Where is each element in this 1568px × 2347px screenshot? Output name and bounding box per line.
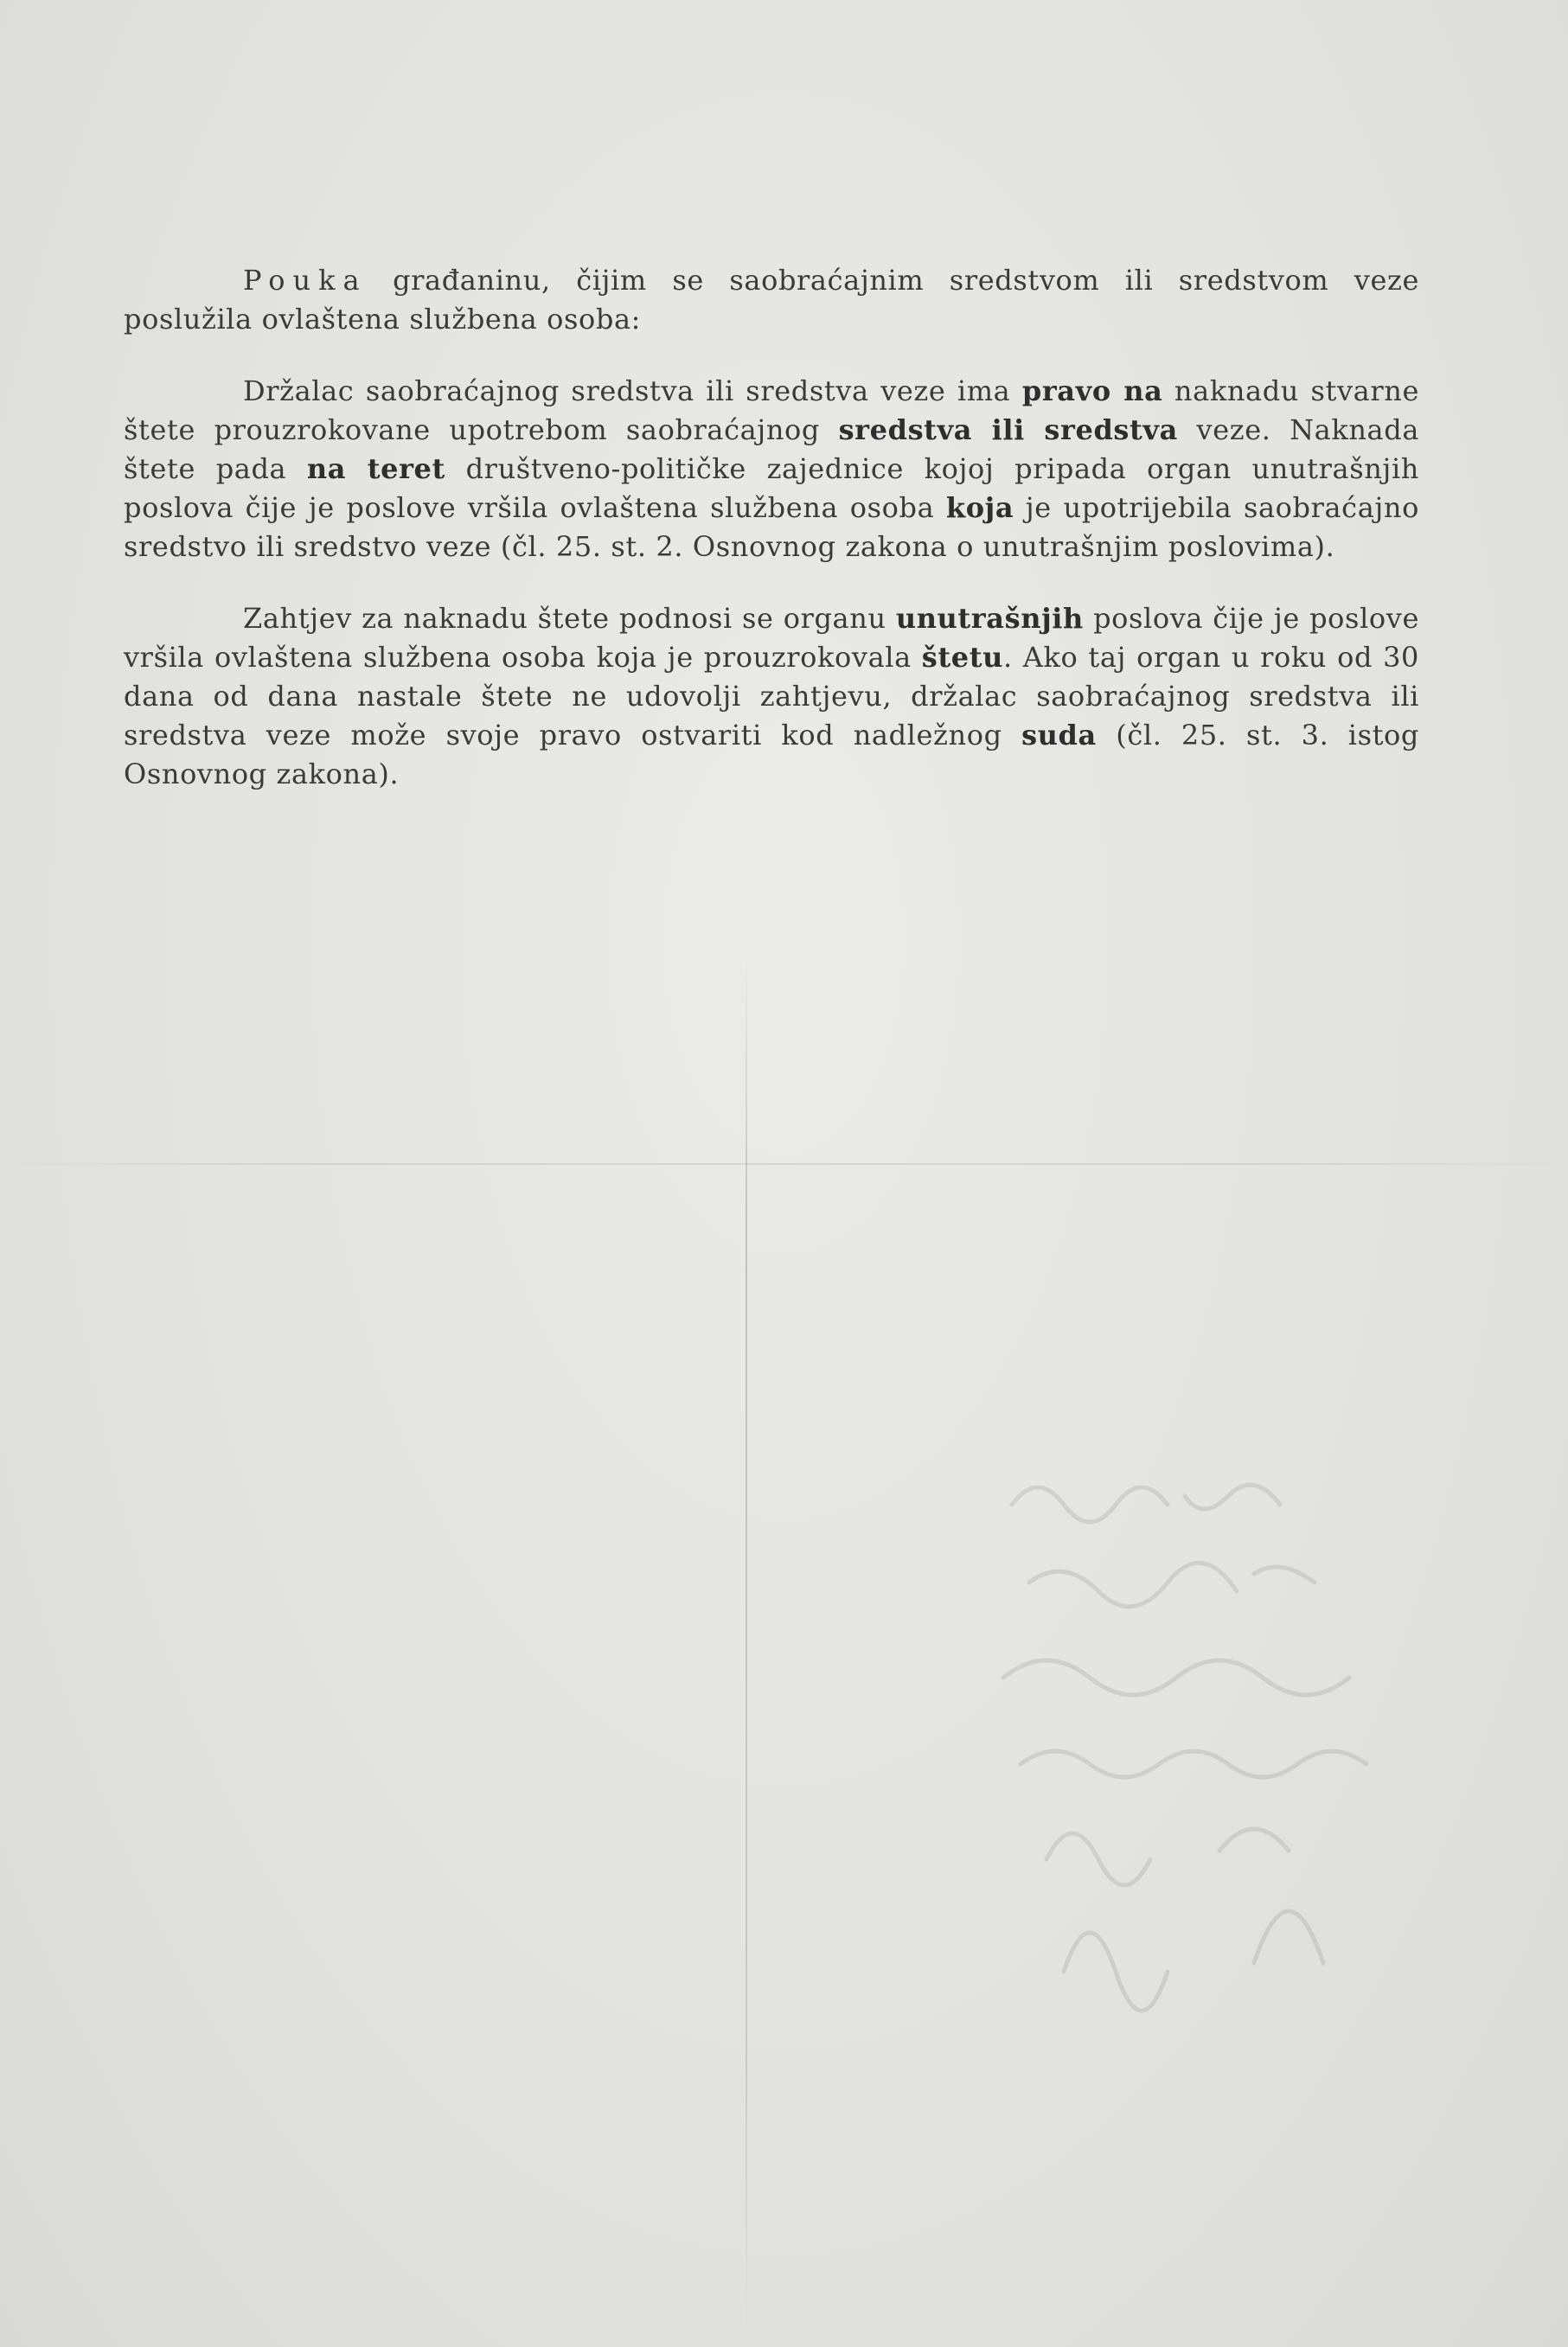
text-run: Zahtjev za naknadu štete podnosi se organu (243, 602, 896, 635)
text-run-bold: štetu (921, 641, 1003, 674)
text-run: društveno-političke zajednice kojoj pripada organ unutrašnjih poslova čije je poslove vršila ovlaštena službena osoba (124, 452, 1419, 524)
bleed-through-handwriting (995, 1453, 1479, 2110)
text-run: je upotrijebila saobraćajno sredstvo ili sredstvo veze (čl. 25. st. 2. Osnovnog zakona o unutrašnjim poslovima). (124, 491, 1419, 563)
notice-heading-rest: građaninu, čijim se saobraćajnim sredstvom ili sredstvom veze poslužila ovlaštena službena osoba: (124, 264, 1419, 336)
text-run-bold: sredstva ili sredstva (838, 413, 1178, 446)
horizontal-fold-crease (0, 1163, 1568, 1165)
text-run: (čl. 25. st. 3. istog Osnovnog zakona). (124, 719, 1420, 790)
paragraph-claim-procedure (124, 599, 1419, 794)
text-run: naknadu stvarne štete prouzrokovane upotrebom saobraćajnog (124, 374, 1419, 446)
text-run-bold: suda (1021, 719, 1097, 751)
paragraph-compensation-right (124, 372, 1419, 566)
text-run: Držalac saobraćajnog sredstva ili sredstva veze ima (243, 374, 1022, 407)
text-run: veze. Naknada štete pada (124, 413, 1419, 485)
text-run-bold: koja (945, 491, 1014, 524)
notice-heading (124, 261, 1419, 339)
text-run-bold: unutrašnjih (895, 602, 1084, 635)
text-run: . Ako taj organ u roku od 30 dana od dana nastale štete ne udovolji zahtjevu, držalac saobraćajnog sredstva ili sredstva veze može svoje pravo ostvariti kod nadležnog (124, 641, 1419, 751)
text-run-bold: pravo na (1021, 374, 1163, 407)
vertical-fold-crease (746, 951, 747, 2335)
text-run: poslova čije je poslove vršila ovlaštena službena osoba koja je prouzrokovala (124, 602, 1419, 674)
notice-text-block (124, 261, 1419, 827)
notice-lead-word: Pouka (243, 264, 368, 297)
text-run-bold: na teret (306, 452, 445, 485)
